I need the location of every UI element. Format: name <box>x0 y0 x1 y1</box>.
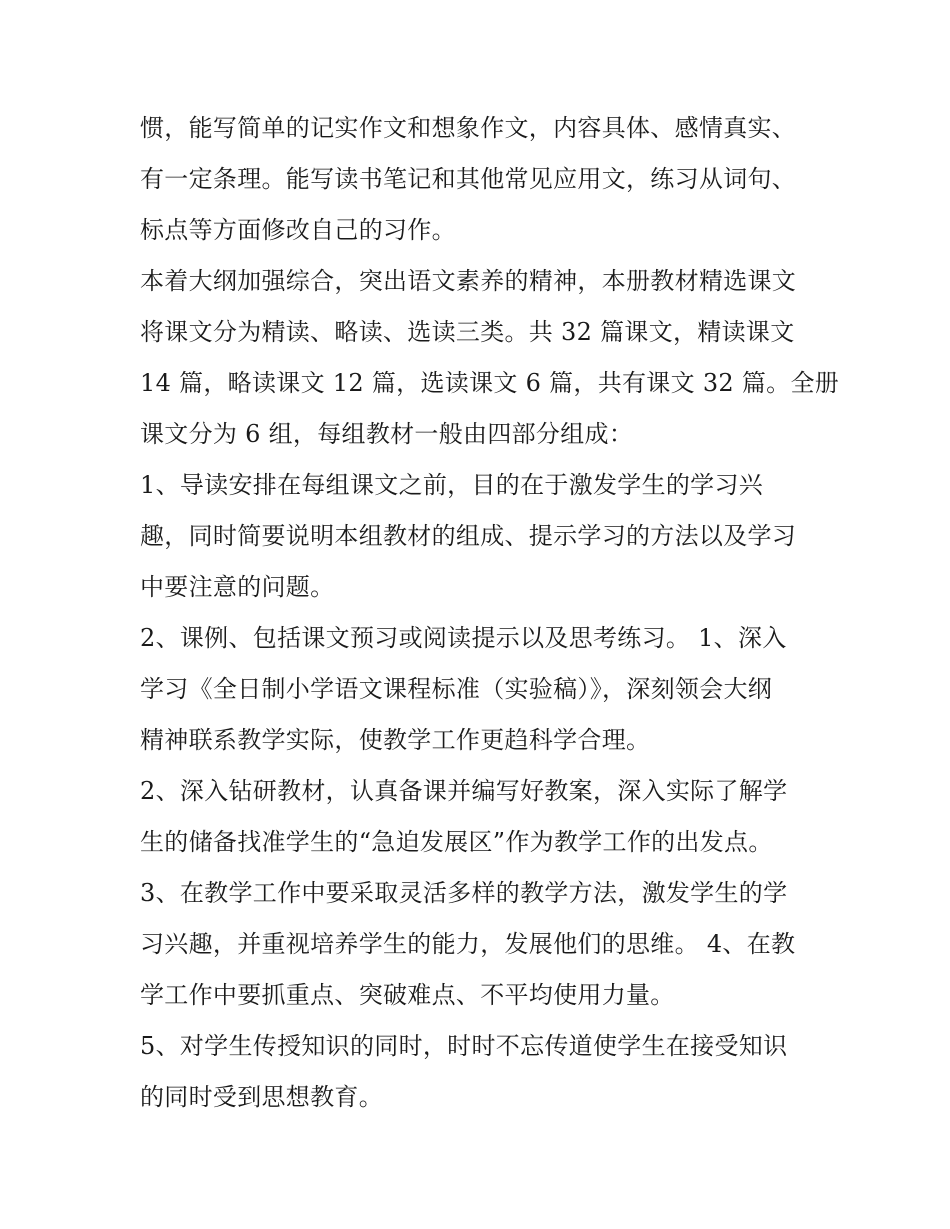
body-text <box>140 103 840 1123</box>
text-line: 趣，同时简要说明本组教材的组成、提示学习的方法以及学习 <box>140 522 797 550</box>
text-line: 14 篇，略读课文 12 篇，选读课文 6 篇，共有课文 32 篇。全册 <box>140 369 840 397</box>
text-line: 惯，能写简单的记实作文和想象作文，内容具体、感情真实、 <box>140 114 797 142</box>
text-line: 1、导读安排在每组课文之前，目的在于激发学生的学习兴 <box>140 471 764 499</box>
text-line: 课文分为 6 组，每组教材一般由四部分组成： <box>140 420 634 448</box>
text-line: 精神联系教学实际，使教学工作更趋科学合理。 <box>140 726 651 754</box>
text-line: 有一定条理。能写读书笔记和其他常见应用文，练习从词句、 <box>140 165 797 193</box>
text-line: 标点等方面修改自己的习作。 <box>140 216 456 244</box>
text-line: 习兴趣，并重视培养学生的能力，发展他们的思维。 4、在教 <box>140 930 796 958</box>
text-line: 中要注意的问题。 <box>140 573 335 601</box>
text-line: 生的储备找准学生的“急迫发展区”作为教学工作的出发点。 <box>140 828 773 856</box>
text-line: 将课文分为精读、略读、选读三类。共 32 篇课文，精读课文 <box>140 318 795 346</box>
text-line: 的同时受到思想教育。 <box>140 1083 383 1111</box>
text-line: 2、深入钻研教材，认真备课并编写好教案，深入实际了解学 <box>140 777 788 805</box>
text-line: 学工作中要抓重点、突破难点、不平均使用力量。 <box>140 981 675 1009</box>
text-line: 3、在教学工作中要采取灵活多样的教学方法，激发学生的学 <box>140 879 788 907</box>
text-line: 本着大纲加强综合，突出语文素养的精神，本册教材精选课文 <box>140 267 797 295</box>
text-line: 2、课例、包括课文预习或阅读提示以及思考练习。 1、深入 <box>140 624 787 652</box>
text-line: 5、对学生传授知识的同时，时时不忘传道使学生在接受知识 <box>140 1032 788 1060</box>
text-line: 学习《全日制小学语文课程标准（实验稿）》，深刻领会大纲 <box>140 675 773 703</box>
